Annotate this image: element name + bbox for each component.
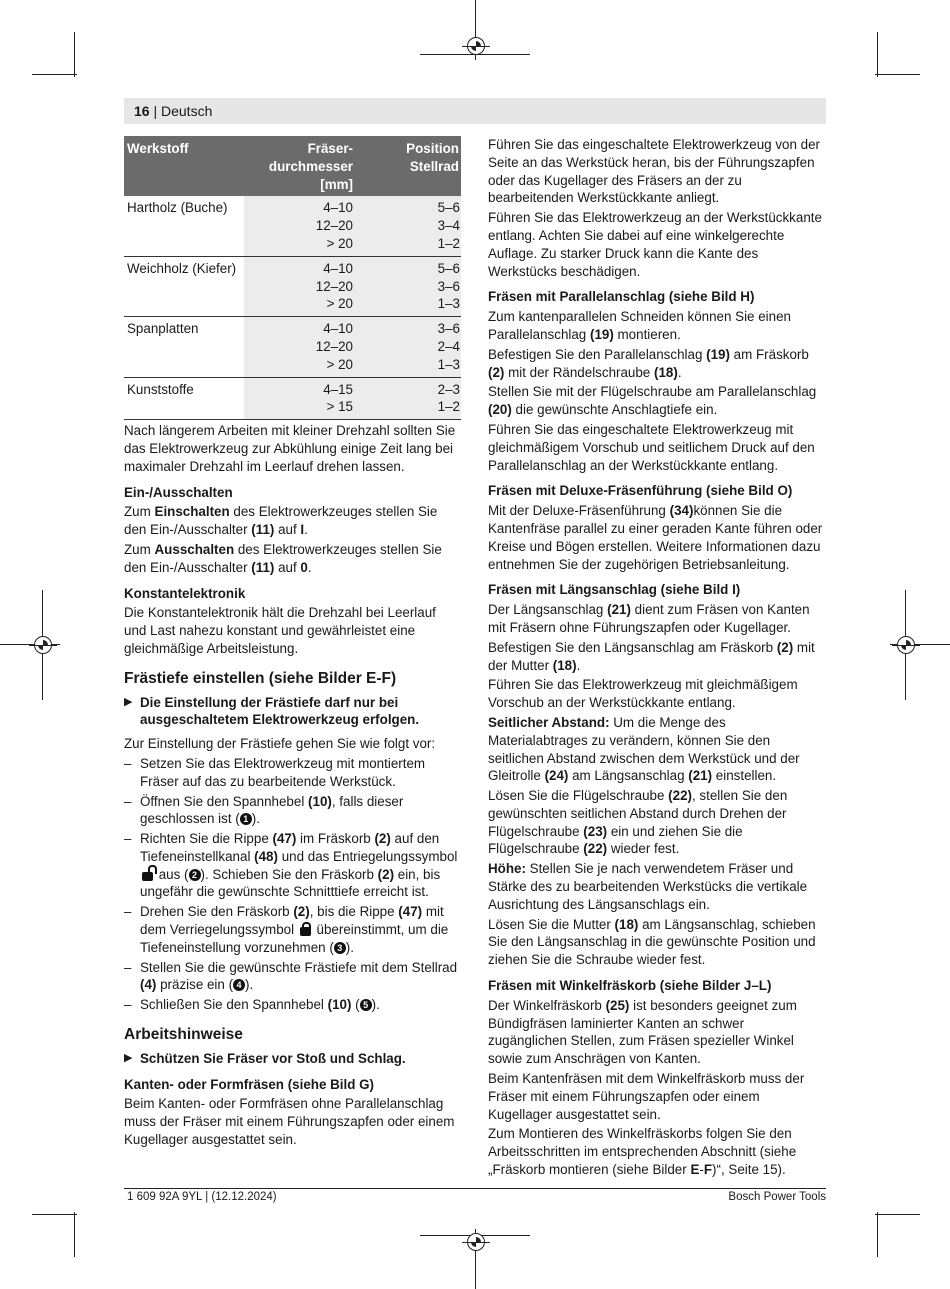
table-row bbox=[124, 317, 461, 377]
konstant-heading: Konstantelektronik bbox=[124, 585, 246, 601]
crop-mark bbox=[875, 1214, 920, 1215]
page-header bbox=[124, 98, 826, 124]
paragraph: Beim Kantenfräsen mit dem Winkelfräskorb muss der Fräser mit einem Führungszapfen oder einem Kugellager ausgestattet sein. bbox=[488, 1071, 805, 1122]
table-row bbox=[124, 196, 461, 256]
crop-mark bbox=[74, 32, 75, 77]
table-header-row bbox=[124, 136, 461, 196]
paragraph: Lösen Sie die Flügelschraube (22), stellen Sie den gewünschten seitlichen Abstand durch Drehen der Flügelschraube (23) ein und ziehen Sie die Flügelschraube (22) wieder fest. bbox=[488, 788, 788, 857]
list-item: – Öffnen Sie den Spannhebel (10), falls dieser geschlossen ist ( 1 ). bbox=[124, 793, 404, 827]
paragraph: Führen Sie das Elektrowerkzeug an der Werkstückkante entlang. Achten Sie dabei auf eine winkelgerechte Auflage. Zu starker Druck kann die Kante des Werkstücks beschädigen. bbox=[488, 210, 822, 279]
table-row bbox=[124, 256, 461, 316]
table-cell-material: Kunststoffe bbox=[124, 377, 244, 420]
right-column bbox=[488, 136, 826, 1181]
arbeit-warning: ▶ Schützen Sie Fräser vor Stoß und Schlag. bbox=[124, 1050, 406, 1066]
list-item: – Schließen Sie den Spannhebel (10) ( 5 ). bbox=[124, 997, 380, 1013]
step-4-icon: 4 bbox=[233, 979, 245, 991]
kanten-heading: Kanten- oder Formfräsen (siehe Bild G) bbox=[124, 1076, 374, 1092]
crop-mark bbox=[74, 1212, 75, 1257]
table-cell-material: Spanplatten bbox=[124, 317, 244, 377]
paragraph: Befestigen Sie den Parallelanschlag (19) am Fräskorb (2) mit der Rändelschraube (18). bbox=[488, 346, 809, 380]
paragraph: Befestigen Sie den Längsanschlag am Fräskorb (2) mit der Mutter (18). bbox=[488, 639, 815, 673]
step-2-icon: 2 bbox=[189, 869, 201, 881]
kanten-paragraph: Beim Kanten- oder Formfräsen ohne Parallelanschlag muss der Fräser mit einem Führungszapfen oder einem Kugellager ausgestattet sein. bbox=[124, 1096, 455, 1148]
paragraph: Der Winkelfräskorb (25) ist besonders geeignet zum Bündigfräsen laminierter Kanten an schwer zugänglichen Stellen, zum Fräsen spezieller Winkel sowie zum Anschrägen von Kanten. bbox=[488, 997, 797, 1067]
left-column bbox=[124, 136, 461, 1151]
step-5-icon: 5 bbox=[360, 999, 372, 1011]
paragraph: Mit der Deluxe-Fräsenführung (34)können Sie die Kantenfräse parallel zu einer geraden Kante führen oder Kreise und Bögen erstellen. Weitere Informationen dazu entnehmen Sie der zugehörigen Betriebsanleitung. bbox=[488, 503, 823, 572]
lock-icon bbox=[300, 922, 311, 936]
paragraph: Führen Sie das eingeschaltete Elektrowerkzeug mit gleichmäßigem Vorschub und seitlichem Druck auf den Parallelanschlag an der Werkstückkante entlang. bbox=[488, 421, 815, 473]
arrow-right-icon: ▶ bbox=[124, 1051, 133, 1064]
crop-mark bbox=[32, 1214, 77, 1215]
table-cell-diameter: 4–10 12–20 > 20 bbox=[244, 196, 355, 256]
crop-mark bbox=[32, 74, 77, 75]
page-number: 16 bbox=[134, 103, 150, 119]
crop-mark bbox=[877, 1212, 878, 1257]
table-cell-position: 2–3 1–2 bbox=[355, 377, 461, 420]
list-item: – Stellen Sie die gewünschte Frästiefe mit dem Stellrad (4) präzise ein ( 4 ). bbox=[124, 959, 458, 993]
paragraph: Zum Montieren des Winkelfräskorbs folgen Sie den Arbeitsschritten im entsprechenden Abschnitt (siehe „Fräskorb montieren (siehe Bilder E-F)“, Seite 15). bbox=[488, 1126, 797, 1178]
konstant-paragraph: Die Konstantelektronik hält die Drehzahl bei Leerlauf und Last nahezu konstant und gewährleistet eine gleichmäßige Arbeitsleistung. bbox=[124, 605, 436, 656]
cooling-note: Nach längerem Arbeiten mit kleiner Drehzahl sollten Sie das Elektrowerkzeug zur Abkühlung einige Zeit lang bei maximaler Drehzahl im Leerlauf drehen lassen. bbox=[124, 423, 456, 474]
winkel-heading: Fräsen mit Winkelfräskorb (siehe Bilder J–L) bbox=[488, 978, 772, 994]
arrow-right-icon: ▶ bbox=[124, 695, 133, 708]
switch-on-paragraph: Zum Einschalten des Elektrowerkzeuges stellen Sie den Ein-/Ausschalter (11) auf I. bbox=[124, 504, 438, 538]
fraestiefe-steps bbox=[124, 755, 461, 1014]
paragraph: Lösen Sie die Mutter (18) am Längsanschlag, schieben Sie den Längsanschlag in die gewünschte Position und ziehen Sie die Schraube wieder fest. bbox=[488, 916, 816, 968]
paragraph: Stellen Sie mit der Flügelschraube am Parallelanschlag (20) die gewünschte Anschlagtiefe ein. bbox=[488, 384, 817, 418]
fraestiefe-heading: Frästiefe einstellen (siehe Bilder E-F) bbox=[124, 669, 397, 687]
step-3-icon: 3 bbox=[334, 942, 346, 954]
registration-mark-icon bbox=[467, 1233, 485, 1251]
onoff-heading: Ein-/Ausschalten bbox=[124, 484, 233, 500]
table-header-position: Position Stellrad bbox=[355, 136, 461, 196]
table-cell-diameter: 4–10 12–20 > 20 bbox=[244, 317, 355, 377]
registration-mark-icon bbox=[467, 37, 485, 55]
table-cell-diameter: 4–10 12–20 > 20 bbox=[244, 256, 355, 316]
laengs-heading: Fräsen mit Längsanschlag (siehe Bild I) bbox=[488, 582, 741, 598]
fraestiefe-warning: ▶ Die Einstellung der Frästiefe darf nur bei ausgeschaltetem Elektrowerkzeug erfolgen. bbox=[124, 694, 420, 728]
table-header-material: Werkstoff bbox=[124, 136, 244, 196]
list-item: – Drehen Sie den Fräskorb (2), bis die Rippe (47) mit dem Verriegelungssymbol übereinstimmt, um die Tiefeneinstellung vorzunehmen ( 3 ). bbox=[124, 904, 449, 955]
arbeit-heading: Arbeitshinweise bbox=[124, 1026, 243, 1044]
table-cell-material: Hartholz (Buche) bbox=[124, 196, 244, 256]
registration-mark-icon bbox=[897, 636, 915, 654]
table-cell-material: Weichholz (Kiefer) bbox=[124, 256, 244, 316]
fraestiefe-intro: Zur Einstellung der Frästiefe gehen Sie wie folgt vor: bbox=[124, 736, 436, 752]
paragraph: Führen Sie das eingeschaltete Elektrowerkzeug von der Seite an das Werkstück heran, bis der Führungszapfen oder das Kugellager des Fräsers an der zu bearbeitenden Werkstückkante anliegt. bbox=[488, 137, 820, 206]
table-cell-position: 3–6 2–4 1–3 bbox=[355, 317, 461, 377]
material-table bbox=[124, 136, 461, 420]
language-label: Deutsch bbox=[161, 103, 213, 119]
crop-mark bbox=[875, 74, 920, 75]
paragraph: Höhe: Stellen Sie je nach verwendetem Fräser und Stärke des zu bearbeitenden Werkstücks die vertikale Ausrichtung des Längsanschlags ein. bbox=[488, 861, 808, 912]
table-row bbox=[124, 377, 461, 420]
table-cell-position: 5–6 3–4 1–2 bbox=[355, 196, 461, 256]
page-header-text: 16 | Deutsch bbox=[134, 103, 213, 119]
crop-mark bbox=[877, 32, 878, 77]
footer-brand: Bosch Power Tools bbox=[728, 1191, 826, 1203]
parallel-heading: Fräsen mit Parallelanschlag (siehe Bild H) bbox=[488, 289, 755, 305]
registration-mark-icon bbox=[34, 636, 52, 654]
table-header-diameter: Fräser- durchmesser [mm] bbox=[244, 136, 355, 196]
list-item: – Setzen Sie das Elektrowerkzeug mit montiertem Fräser auf das zu bearbeitende Werkstück. bbox=[124, 755, 426, 789]
paragraph: Der Längsanschlag (21) dient zum Fräsen von Kanten mit Fräsern ohne Führungszapfen oder Kugellager. bbox=[488, 602, 810, 635]
paragraph: Führen Sie das Elektrowerkzeug mit gleichmäßigem Vorschub an der Werkstückkante entlang. bbox=[488, 677, 798, 711]
switch-off-paragraph: Zum Ausschalten des Elektrowerkzeuges stellen Sie den Ein-/Ausschalter (11) auf 0. bbox=[124, 541, 442, 575]
footer-rule bbox=[124, 1188, 826, 1189]
step-1-icon: 1 bbox=[240, 813, 252, 825]
footer-document-id: 1 609 92A 9YL | (12.12.2024) bbox=[127, 1191, 277, 1203]
table-cell-diameter: 4–15 > 15 bbox=[244, 377, 355, 420]
paragraph: Seitlicher Abstand: Um die Menge des Materialabtrages zu verändern, können Sie den seitlichen Abstand zwischen dem Werkstück und der Gleitrolle (24) am Längsanschlag (21) einstellen. bbox=[488, 714, 800, 784]
table-cell-position: 5–6 3–6 1–3 bbox=[355, 256, 461, 316]
unlock-icon bbox=[142, 867, 153, 881]
deluxe-heading: Fräsen mit Deluxe-Fräsenführung (siehe Bild O) bbox=[488, 483, 793, 499]
list-item: – Richten Sie die Rippe (47) im Fräskorb (2) auf den Tiefeneinstellkanal (48) und das Entriegelungssymbol aus ( 2 ). Schieben Sie den Fräskorb (2) ein, bis ungefähr die gewünschte Schnitttiefe erreicht ist. bbox=[124, 831, 458, 900]
paragraph: Zum kantenparallelen Schneiden können Sie einen Parallelanschlag (19) montieren. bbox=[488, 309, 791, 342]
